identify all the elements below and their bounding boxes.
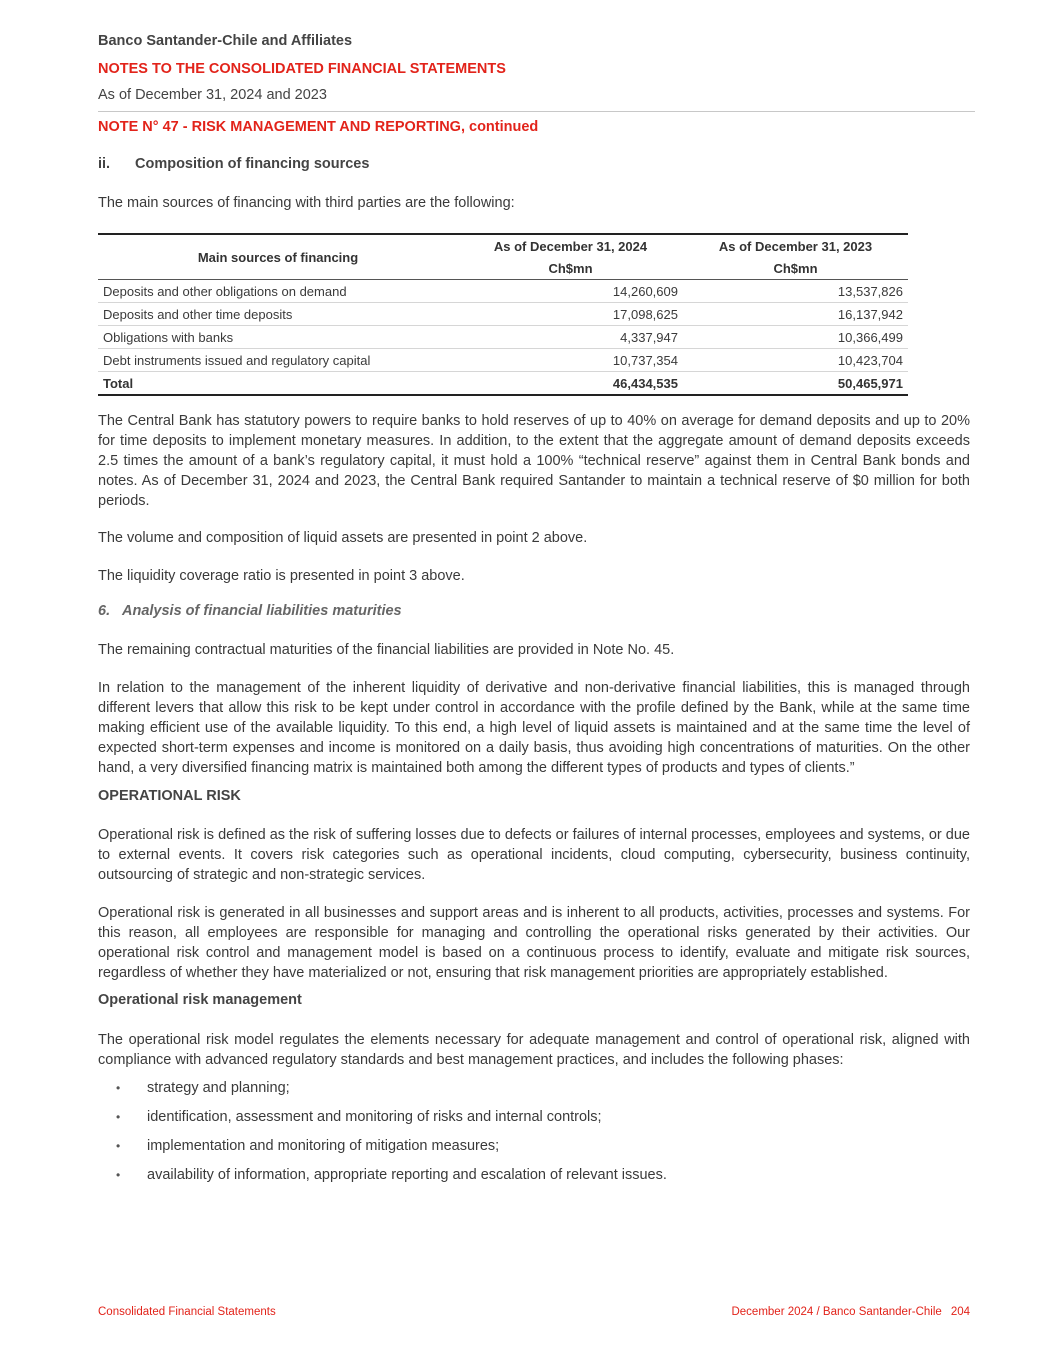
- company-name: Banco Santander-Chile and Affiliates: [98, 33, 353, 49]
- list-item-text: strategy and planning;: [147, 1080, 290, 1096]
- row-label: Deposits and other time deposits: [98, 303, 458, 326]
- page-number: 204: [950, 1306, 970, 1318]
- bullet-icon: •: [116, 1110, 121, 1124]
- financing-intro: The main sources of financing with third parties are the following:: [98, 195, 515, 211]
- bullet-icon: •: [116, 1168, 121, 1182]
- row-label: Deposits and other obligations on demand: [98, 280, 458, 303]
- table-row: [98, 349, 908, 372]
- note-title: NOTE N° 47 - RISK MANAGEMENT AND REPORTING, continued: [98, 119, 539, 135]
- op-risk-generated-paragraph: Operational risk is generated in all businesses and support areas and is inherent to all products, activities, processes and systems. For this reason, all employees are responsible for managing and controlling the operational risks generated by their activities. Our operational risk control and management model is based on a continuous process to identify, evaluate and mitigate risk sources, regardless of whether they have materialized or not, ensuring that risk management priorities are appropriately established.: [98, 905, 970, 981]
- table-unit-2024: Ch$mn: [458, 257, 683, 280]
- as-of-date: As of December 31, 2024 and 2023: [98, 87, 327, 103]
- row-value-2023: 16,137,942: [683, 303, 908, 326]
- row-value-2024: 17,098,625: [458, 303, 683, 326]
- header-divider: [98, 111, 975, 112]
- total-value-2024: 46,434,535: [458, 372, 683, 396]
- section-6-number: 6.: [98, 603, 111, 619]
- table-row: [98, 326, 908, 349]
- footer-left: Consolidated Financial Statements: [98, 1306, 276, 1318]
- table-header-2024: As of December 31, 2024: [493, 238, 648, 254]
- op-risk-management-heading: Operational risk management: [98, 992, 302, 1008]
- table-row: [98, 280, 908, 303]
- row-value-2024: 10,737,354: [458, 349, 683, 372]
- list-item-text: identification, assessment and monitoring of risks and internal controls;: [147, 1109, 602, 1125]
- list-item: [98, 1107, 970, 1136]
- liquid-assets-paragraph: The volume and composition of liquid assets are presented in point 2 above.: [98, 530, 588, 546]
- phases-list: [98, 1078, 970, 1194]
- section-ii-title: Composition of financing sources: [135, 156, 370, 172]
- liquidity-management-paragraph: In relation to the management of the inherent liquidity of derivative and non-derivative financial liabilities, this is managed through different levers that allow this risk to be kept under control in accordance with the profile defined by the Bank, while at the same time making efficient use of the available liquidity. To this end, a high level of liquid assets is maintained and at the same time the level of expected short-term expenses and income is monitored on a daily basis, thus avoiding high concentrations of maturities. On the other hand, a very diversified financing matrix is maintained both among the different types of products and types of clients.”: [98, 680, 970, 776]
- section-ii-heading: [98, 156, 369, 172]
- row-value-2023: 10,423,704: [683, 349, 908, 372]
- list-item-text: availability of information, appropriate reporting and escalation of relevant issues.: [147, 1167, 667, 1183]
- row-label: Debt instruments issued and regulatory capital: [98, 349, 458, 372]
- table-total-row: [98, 372, 908, 396]
- row-value-2024: 4,337,947: [458, 326, 683, 349]
- section-6-heading: [98, 603, 402, 619]
- lcr-paragraph: The liquidity coverage ratio is presented in point 3 above.: [98, 568, 465, 584]
- row-value-2024: 14,260,609: [458, 280, 683, 303]
- row-value-2023: 13,537,826: [683, 280, 908, 303]
- remaining-maturities-paragraph: The remaining contractual maturities of the financial liabilities are provided in Note No. 45.: [98, 642, 675, 658]
- op-model-paragraph: The operational risk model regulates the elements necessary for adequate management and control of operational risk, aligned with compliance with advanced regulatory standards and best management practices, and includes the following phases:: [98, 1032, 970, 1068]
- table-row: [98, 303, 908, 326]
- financing-sources-table: [98, 233, 908, 396]
- list-item-text: implementation and monitoring of mitigation measures;: [147, 1138, 500, 1154]
- total-label: Total: [98, 372, 458, 396]
- list-item: [98, 1078, 970, 1107]
- section-6-title: Analysis of financial liabilities maturities: [122, 603, 402, 619]
- row-label: Obligations with banks: [98, 326, 458, 349]
- total-value-2023: 50,465,971: [683, 372, 908, 396]
- row-value-2023: 10,366,499: [683, 326, 908, 349]
- section-ii-number: ii.: [98, 156, 111, 172]
- operational-risk-heading: OPERATIONAL RISK: [98, 788, 241, 804]
- notes-title: NOTES TO THE CONSOLIDATED FINANCIAL STATEMENTS: [98, 61, 506, 77]
- central-bank-paragraph: The Central Bank has statutory powers to require banks to hold reserves of up to 40% on average for demand deposits and up to 20% for time deposits to implement monetary measures. In addition, to the extent that the aggregate amount of demand deposits exceeds 2.5 times the amount of a bank’s regulatory capital, it must hold a 100% “technical reserve” against them in Central Bank bonds and notes. As of December 31, 2024 and 2023, the Central Bank required Santander to maintain a technical reserve of $0 million for both periods.: [98, 413, 970, 509]
- table-unit-2023: Ch$mn: [683, 257, 908, 280]
- footer-title: December 2024 / Banco Santander-Chile: [731, 1306, 942, 1318]
- bullet-icon: •: [116, 1081, 121, 1095]
- footer-right: [731, 1306, 970, 1318]
- table-header-2023: As of December 31, 2023: [718, 238, 873, 254]
- list-item: [98, 1136, 970, 1165]
- bullet-icon: •: [116, 1139, 121, 1153]
- table-header-label: Main sources of financing: [98, 235, 458, 280]
- op-risk-definition-paragraph: Operational risk is defined as the risk of suffering losses due to defects or failures of internal processes, employees and systems, or due to external events. It covers risk categories such as operational incidents, cloud computing, cybersecurity, business continuity, outsourcing of strategic and non-strategic services.: [98, 827, 970, 883]
- list-item: [98, 1165, 970, 1194]
